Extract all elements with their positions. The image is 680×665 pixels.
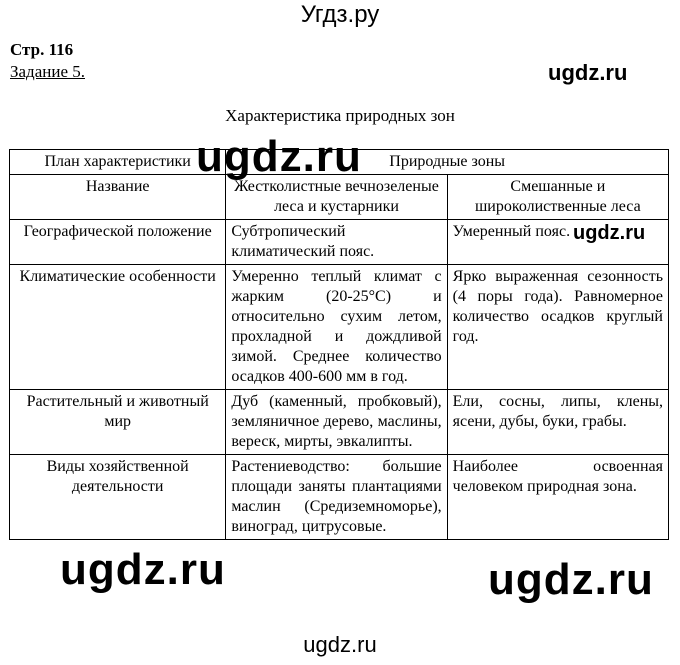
row-label: Климатические особенности: [10, 265, 226, 390]
zone1-cell: Умеренно теплый климат с жарким (20-25°С) и относительно сухим летом, прохладной и дождливой зимой. Среднее количество осадков 400-600 мм в год.: [226, 265, 447, 390]
header-zones-cell: Природные зоны: [226, 150, 669, 175]
watermark-table-right: ugdz.ru: [573, 222, 646, 244]
zone2-cell: Смешанные и широколиственные леса: [447, 175, 668, 220]
watermark-bottom-left: ugdz.ru: [60, 545, 226, 594]
zone2-cell: Ярко выраженная сезонность (4 поры года). Равномерное количество осадков круглый год.: [447, 265, 668, 390]
zone1-cell: Дуб (каменный, пробковый), земляничное дерево, маслины, вереск, мирты, эвкалипты.: [226, 390, 447, 455]
table-row: [10, 390, 669, 455]
header-plan-cell: План характеристики: [10, 150, 226, 175]
zone2-cell: Ели, сосны, липы, клены, ясени, дубы, буки, грабы.: [447, 390, 668, 455]
task-label: Задание 5.: [10, 62, 85, 81]
row-label: Географической положение: [10, 220, 226, 265]
table-row: [10, 220, 669, 265]
zone2-cell: Умеренный пояс.: [447, 220, 668, 265]
footer-watermark: ugdz.ru: [303, 632, 377, 657]
site-title: Угдз.ру: [300, 1, 380, 28]
table-row: [10, 265, 669, 390]
zone1-cell: Субтропический климатический пояс.: [226, 220, 447, 265]
page-reference: Стр. 116: [10, 40, 74, 59]
zone2-cell: Наиболее освоенная человеком природная зона.: [447, 455, 668, 540]
characteristics-table: [9, 149, 669, 540]
watermark-table-top: ugdz.ru: [196, 132, 362, 181]
row-label: Виды хозяйственной деятельности: [10, 455, 226, 540]
zone1-cell: Жестколистные вечнозеленые леса и кустарники: [226, 175, 447, 220]
watermark-bottom-right: ugdz.ru: [488, 555, 654, 604]
watermark-top-right: ugdz.ru: [548, 60, 628, 85]
table-caption: Характеристика природных зон: [225, 106, 455, 125]
row-label: Растительный и животный мир: [10, 390, 226, 455]
table-row: [10, 455, 669, 540]
row-label: Название: [10, 175, 226, 220]
zone1-cell: Растениеводство: большие площади заняты плантациями маслин (Средиземноморье), виноград, цитрусовые.: [226, 455, 447, 540]
